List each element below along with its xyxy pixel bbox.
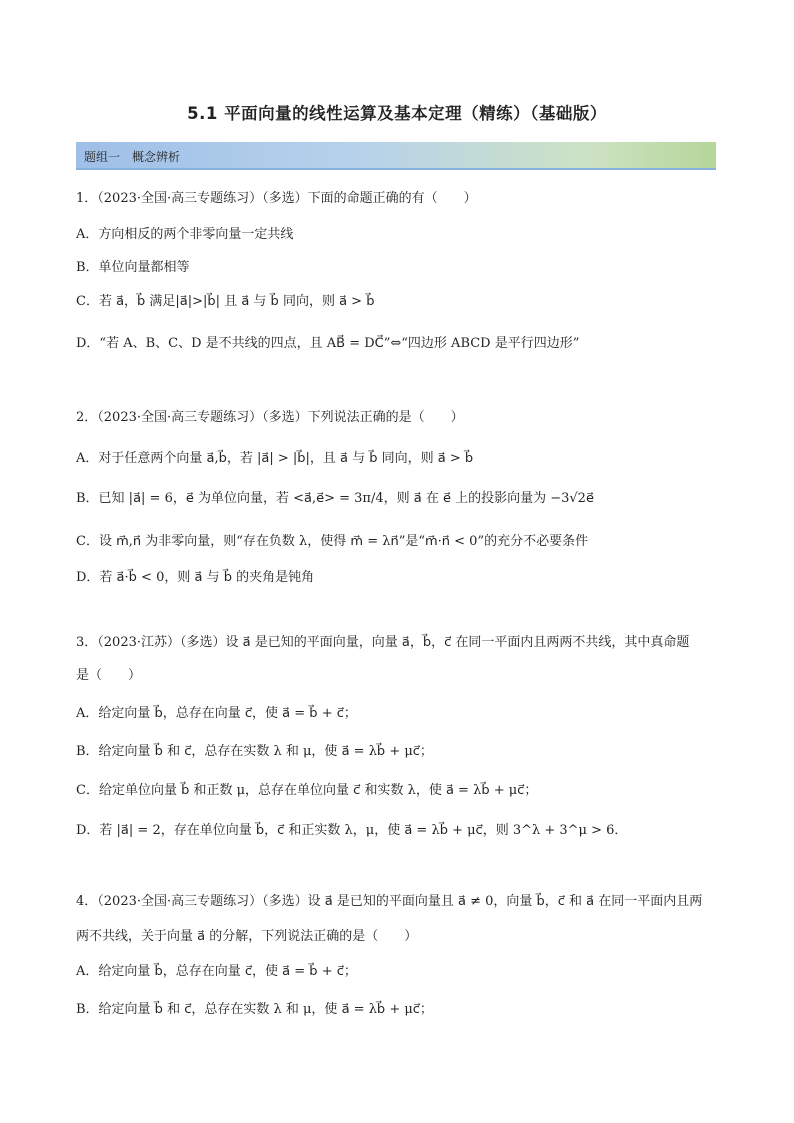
question-2-option-b: B．已知 |a⃗| = 6，e⃗ 为单位向量，若 <a⃗,e⃗> = 3π/4，则 a⃗ 在 e⃗ 上的投影向量为 −3√2e⃗ bbox=[76, 491, 594, 506]
question-2-option-c: C．设 m⃗,n⃗ 为非零向量，则“存在负数 λ，使得 m⃗ = λn⃗”是“m⃗·n⃗ < 0”的充分不必要条件 bbox=[76, 534, 589, 549]
question-2-option-a: A．对于任意两个向量 a⃗,b⃗，若 |a⃗| > |b⃗|，且 a⃗ 与 b⃗ 同向，则 a⃗ > b⃗ bbox=[76, 451, 474, 466]
question-3-option-a: A．给定向量 b⃗，总存在向量 c⃗，使 a⃗ = b⃗ + c⃗； bbox=[76, 706, 357, 721]
question-4-option-a: A．给定向量 b⃗，总存在向量 c⃗，使 a⃗ = b⃗ + c⃗； bbox=[76, 964, 357, 979]
question-3-option-b: B．给定向量 b⃗ 和 c⃗，总存在实数 λ 和 μ，使 a⃗ = λb⃗ + μc⃗； bbox=[76, 744, 433, 759]
question-1-option-b: B．单位向量都相等 bbox=[76, 260, 190, 275]
question-1-option-a: A．方向相反的两个非零向量一定共线 bbox=[76, 227, 294, 242]
question-1-stem: 1．（2023·全国·高三专题练习）（多选）下面的命题正确的有（ ） bbox=[76, 191, 477, 206]
section-banner bbox=[76, 142, 716, 170]
question-4-stem-line-1: 4．（2023·全国·高三专题练习）（多选）设 a⃗ 是已知的平面向量且 a⃗ ≠ 0，向量 b⃗，c⃗ 和 a⃗ 在同一平面内且两 bbox=[76, 894, 703, 909]
question-3-option-d: D．若 |a⃗| = 2，存在单位向量 b⃗，c⃗ 和正实数 λ，μ，使 a⃗ = λb⃗ + μc⃗，则 3^λ + 3^μ > 6． bbox=[76, 823, 628, 838]
question-2-option-d: D．若 a⃗·b⃗ < 0，则 a⃗ 与 b⃗ 的夹角是钝角 bbox=[76, 570, 315, 585]
question-3-stem-line-2: 是（ ） bbox=[76, 668, 142, 683]
question-1-option-c: C．若 a⃗，b⃗ 满足|a⃗|>|b⃗| 且 a⃗ 与 b⃗ 同向，则 a⃗ > b⃗ bbox=[76, 294, 375, 309]
question-3-stem-line-1: 3．（2023·江苏）（多选）设 a⃗ 是已知的平面向量，向量 a⃗，b⃗，c⃗ 在同一平面内且两两不共线，其中真命题 bbox=[76, 635, 690, 650]
question-4-stem-line-2: 两不共线，关于向量 a⃗ 的分解，下列说法正确的是（ ） bbox=[76, 929, 418, 944]
question-2-stem: 2．（2023·全国·高三专题练习）（多选）下列说法正确的是（ ） bbox=[76, 410, 464, 425]
question-1-option-d: D．“若 A、B、C、D 是不共线的四点，且 AB⃗ = DC⃗”⇔“四边形 ABCD 是平行四边形” bbox=[76, 336, 580, 351]
page-title: 5.1 平面向量的线性运算及基本定理（精练）（基础版） bbox=[187, 104, 607, 123]
question-3-option-c: C．给定单位向量 b⃗ 和正数 μ，总存在单位向量 c⃗ 和实数 λ，使 a⃗ = λb⃗ + μc⃗； bbox=[76, 783, 538, 798]
question-4-option-b: B．给定向量 b⃗ 和 c⃗，总存在实数 λ 和 μ，使 a⃗ = λb⃗ + μc⃗； bbox=[76, 1002, 433, 1017]
section-label: 题组一 概念辨析 bbox=[84, 150, 181, 164]
